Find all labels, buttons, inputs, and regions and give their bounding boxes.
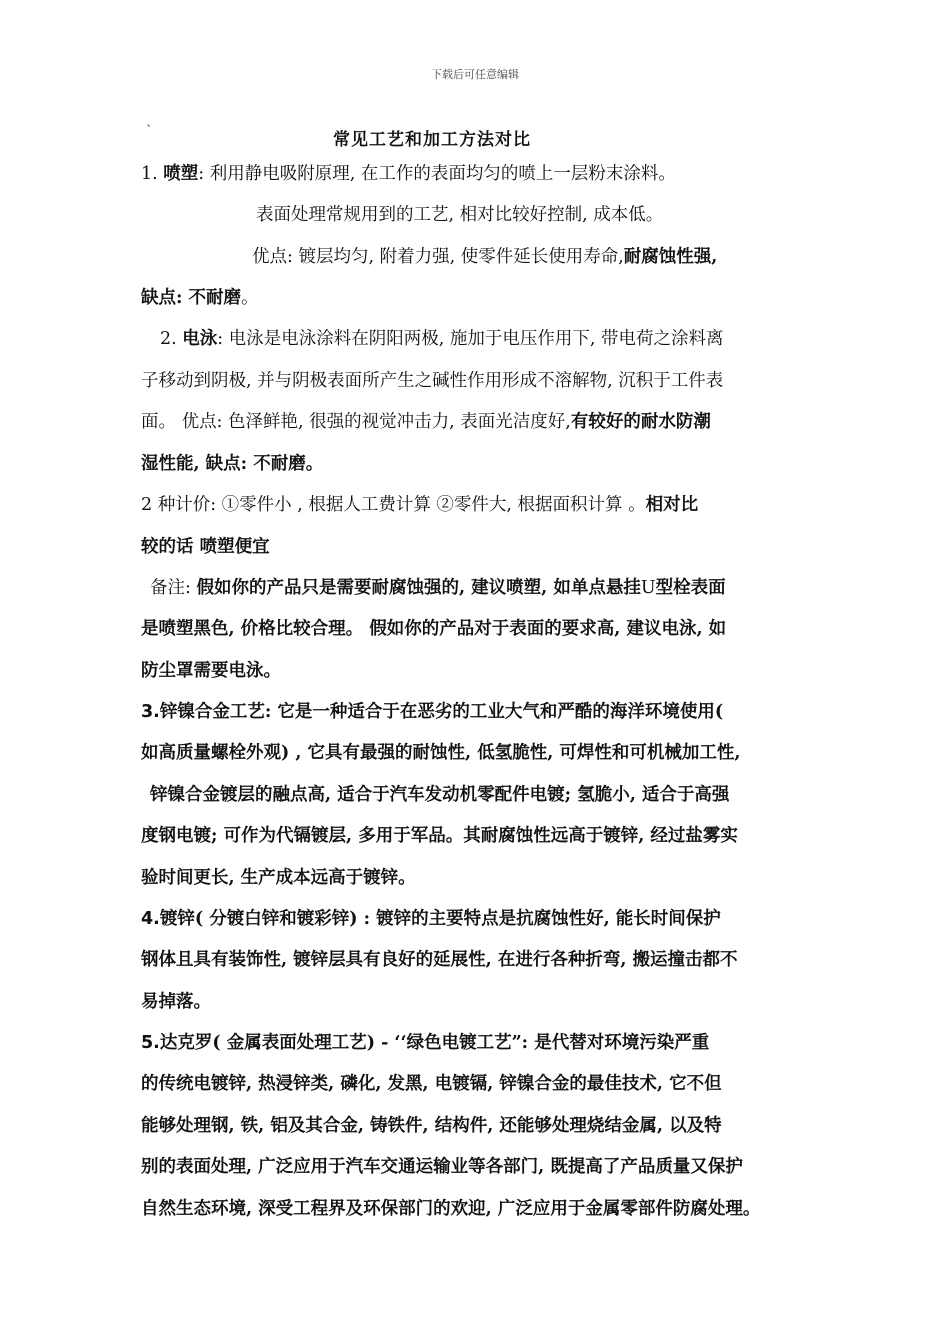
- section-3-line-1: [141, 700, 723, 724]
- section-3-line-3: 锌镍合金镀层的融点高, 适合于汽车发动机零配件电镀; 氢脆小, 适合于高强: [150, 785, 730, 805]
- remark-label: 备注:: [150, 578, 197, 598]
- page-header-note: 下载后可任意编辑: [431, 68, 519, 81]
- stray-mark: `: [146, 124, 153, 139]
- section-4-line-3: 易掉落。: [141, 992, 211, 1012]
- section-number: 1.: [141, 164, 164, 184]
- section-5-line-4: 别的表面处理, 广泛应用于汽车交通运输业等各部门, 既提高了产品质量又保护: [141, 1157, 743, 1177]
- section-2-line-4: 湿性能, 缺点: 不耐磨。: [141, 454, 324, 474]
- section-3-line-2: 如高质量螺栓外观) , 它具有最强的耐蚀性, 低氢脆性, 可焊性和可机械加工性,: [141, 743, 741, 763]
- section-5-line-1: [141, 1031, 709, 1055]
- bold-text-run: 相对比: [645, 495, 699, 515]
- section-number: 5.: [141, 1033, 160, 1053]
- section-2-line-3: [141, 410, 711, 434]
- section-term: 电泳: [182, 329, 218, 349]
- section-1-line-1: [141, 162, 676, 186]
- bold-text-run: 耐腐蚀性强,: [623, 247, 718, 267]
- text-run: 2 种计价: ①零件小 , 根据人工费计算 ②零件大, 根据面积计算 。: [141, 495, 646, 515]
- pricing-line-2: 较的话 喷塑便宜: [141, 537, 270, 557]
- section-3-line-5: 验时间更长, 生产成本远高于镀锌。: [141, 868, 416, 888]
- text-run: 镀锌( 分镀白锌和镀彩锌) : 镀锌的主要特点是抗腐蚀性好, 能长时间保护: [159, 909, 721, 929]
- section-5-line-5: 自然生态环境, 深受工程界及环保部门的欢迎, 广泛应用于金属零部件防腐处理。: [141, 1199, 761, 1219]
- bold-text-run: 型栓表面: [655, 578, 726, 598]
- section-2-line-1: [160, 327, 723, 351]
- section-number: 2.: [160, 329, 183, 349]
- section-number: 4.: [141, 909, 160, 929]
- section-1-line-4: [141, 286, 259, 310]
- section-1-line-3: [252, 245, 717, 269]
- bold-text-run: 假如你的产品只是需要耐腐蚀强的, 建议喷塑, 如单点悬挂: [196, 578, 641, 598]
- document-title: 常见工艺和加工方法对比: [333, 130, 531, 150]
- pricing-line-1: [141, 493, 698, 517]
- text-run: : 电泳是电泳涂料在阴阳两极, 施加于电压作用下, 带电荷之涂料离: [217, 329, 724, 349]
- text-run: : 利用静电吸附原理, 在工作的表面均匀的喷上一层粉末涂料。: [198, 164, 676, 184]
- remark-line-1: [150, 576, 726, 600]
- text-run: 优点: 镀层均匀, 附着力强, 使零件延长使用寿命,: [252, 247, 624, 267]
- section-4-line-2: 钢体且具有装饰性, 镀锌层具有良好的延展性, 在进行各种折弯, 搬运撞击都不: [141, 950, 738, 970]
- text-run: 锌镍合金工艺: 它是一种适合于在恶劣的工业大气和严酷的海洋环境使用(: [159, 702, 724, 722]
- remark-line-3: 防尘罩需要电泳。: [141, 661, 281, 681]
- section-3-line-4: 度钢电镀; 可作为代镉镀层, 多用于军品。其耐腐蚀性远高于镀锌, 经过盐雾实: [141, 826, 738, 846]
- text-run: 。: [241, 288, 259, 308]
- section-number: 3.: [141, 702, 160, 722]
- remark-line-2: 是喷塑黑色, 价格比较合理。 假如你的产品对于表面的要求高, 建议电泳, 如: [141, 619, 727, 639]
- section-4-line-1: [141, 907, 721, 931]
- bold-text-run: 有较好的耐水防潮: [570, 412, 711, 432]
- bold-text-run: 缺点: 不耐磨: [141, 288, 242, 308]
- section-5-line-2: 的传统电镀锌, 热浸锌类, 磷化, 发黑, 电镀镉, 锌镍合金的最佳技术, 它不但: [141, 1074, 722, 1094]
- text-run: U: [640, 578, 656, 598]
- section-2-line-2: 子移动到阴极, 并与阴极表面所产生之碱性作用形成不溶解物, 沉积于工件表: [141, 371, 724, 391]
- section-term: 喷塑: [163, 164, 199, 184]
- text-run: 达克罗( 金属表面处理工艺) - ‘‘绿色电镀工艺”: 是代替对环境污染严重: [159, 1033, 710, 1053]
- text-run: 面。 优点: 色泽鲜艳, 很强的视觉冲击力, 表面光洁度好,: [141, 412, 571, 432]
- section-5-line-3: 能够处理钢, 铁, 铝及其合金, 铸铁件, 结构件, 还能够处理烧结金属, 以及特: [141, 1116, 722, 1136]
- section-1-line-2: 表面处理常规用到的工艺, 相对比较好控制, 成本低。: [256, 205, 664, 225]
